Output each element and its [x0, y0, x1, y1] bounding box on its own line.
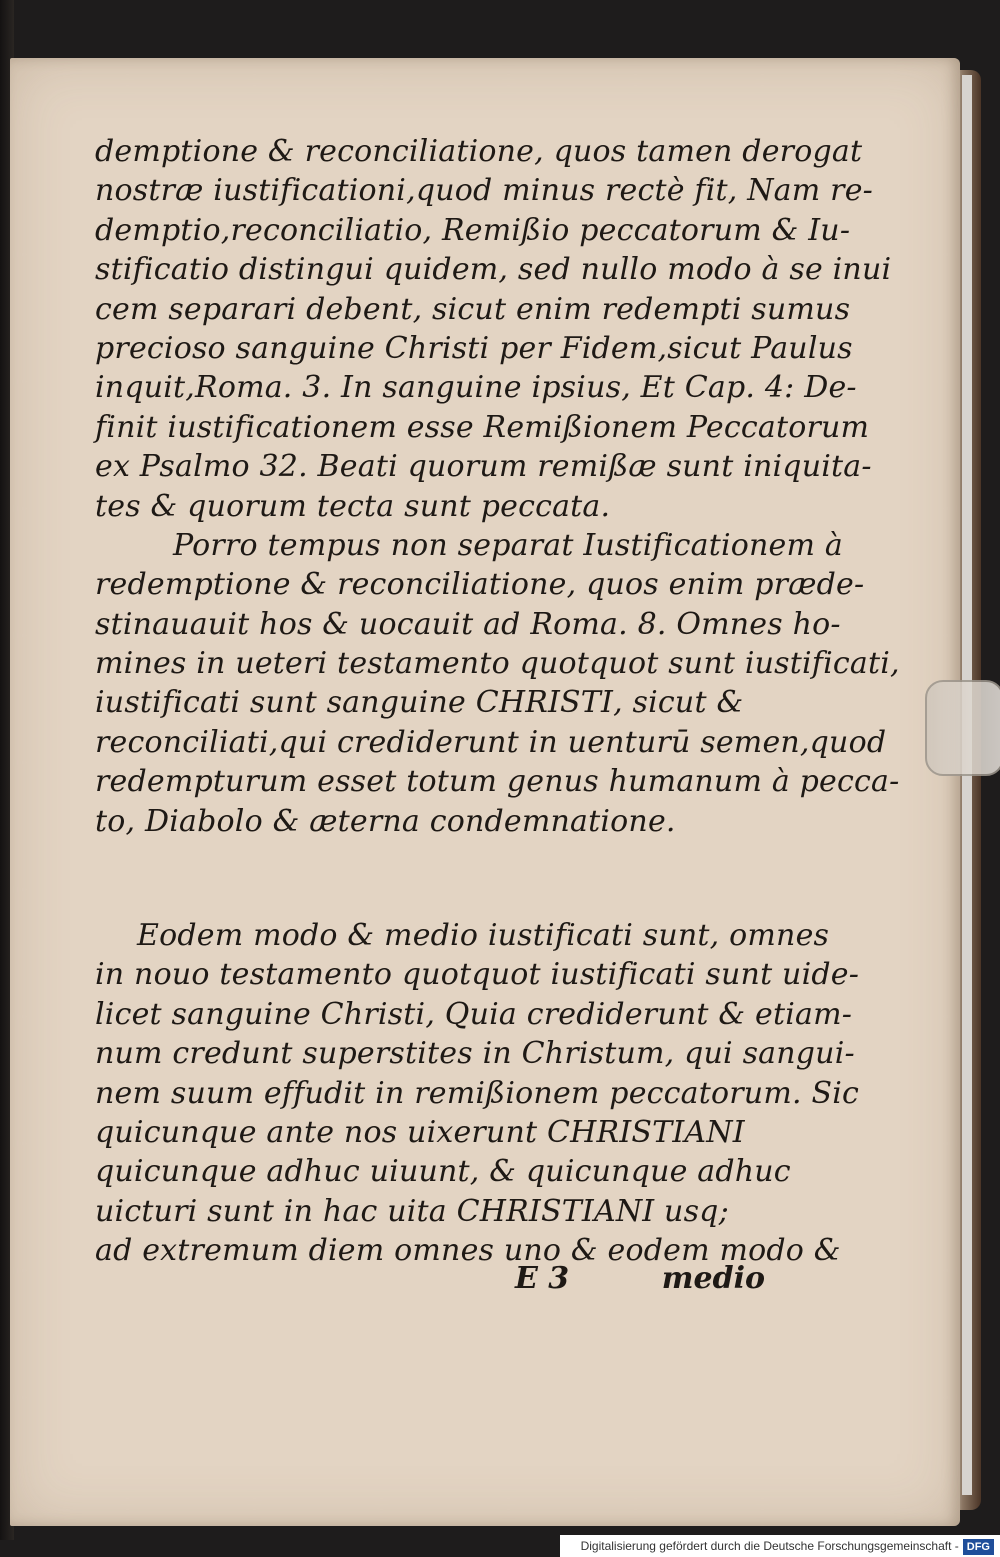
credit-text: Digitalisierung gefördert durch die Deutsche Forschungsgemeinschaft -: [580, 1539, 959, 1553]
paragraph-gap: [95, 841, 775, 916]
text-line: stificatio distingui quidem, sed nullo modo à se inui: [95, 252, 892, 288]
text-line: Eodem modo & medio iustificati sunt, omnes: [137, 918, 830, 954]
text-line: ad extremum diem omnes uno & eodem modo &: [95, 1233, 841, 1269]
catchword: medio: [661, 1261, 765, 1296]
page-edge-strip: [962, 75, 972, 1495]
text-line: cem separari debent, sicut enim redempti sumus: [95, 291, 851, 327]
text-line: redemptione & reconciliatione, quos enim præde-: [95, 567, 865, 603]
text-line: ex Psalmo 32. Beati quorum remißæ sunt iniquita-: [95, 449, 872, 485]
text-line: tes & quorum tecta sunt peccata.: [95, 488, 611, 524]
text-line: num credunt superstites in Christum, qui sangui-: [95, 1036, 855, 1072]
text-line: reconciliati,qui crediderunt in uenturū semen,quod: [95, 724, 887, 760]
text-line: quicunque ante nos uixerunt CHRISTIANI: [95, 1114, 745, 1150]
text-line: in nouo testamento quotquot iustificati sunt uide-: [95, 957, 860, 993]
text-line: demptione & reconciliatione, quos tamen derogat: [95, 134, 863, 169]
funding-credit: [560, 1535, 1000, 1557]
text-line: licet sanguine Christi, Quia crediderunt & etiam-: [95, 996, 853, 1032]
dfg-logo: DFG: [963, 1539, 994, 1555]
text-line: demptio,reconciliatio, Remißio peccatorum & Iu-: [95, 212, 851, 248]
text-line: quicunque adhuc uiuunt, & quicunque adhuc: [95, 1154, 791, 1190]
text-line: Porro tempus non separat Iustificationem à: [173, 527, 843, 563]
page-text: [95, 132, 900, 1271]
text-line: to, Diabolo & æterna condemnatione.: [95, 803, 676, 839]
text-line: redempturum esset totum genus humanum à pecca-: [95, 764, 900, 800]
text-line: finit iustificationem esse Remißionem Peccatorum: [95, 409, 870, 445]
signature-mark: E 3: [515, 1261, 570, 1296]
text-line: stinauauit hos & uocauit ad Roma. 8. Omnes ho-: [95, 606, 841, 642]
text-line: uicturi sunt in hac uita CHRISTIANI usq;: [95, 1193, 729, 1229]
page-footer: [95, 1261, 765, 1306]
text-line: iustificati sunt sanguine CHRISTI, sicut &: [95, 685, 744, 721]
text-line: nem suum effudit in remißionem peccatorum. Sic: [95, 1075, 859, 1111]
text-line: nostræ iustificationi,quod minus rectè fit, Nam re-: [95, 173, 873, 209]
clip-tab: [925, 680, 1000, 776]
text-line: inquit,Roma. 3. In sanguine ipsius, Et Cap. 4: De-: [95, 370, 857, 406]
text-line: precioso sanguine Christi per Fidem,sicut Paulus: [95, 330, 853, 366]
text-line: mines in ueteri testamento quotquot sunt iustificati,: [95, 646, 900, 682]
